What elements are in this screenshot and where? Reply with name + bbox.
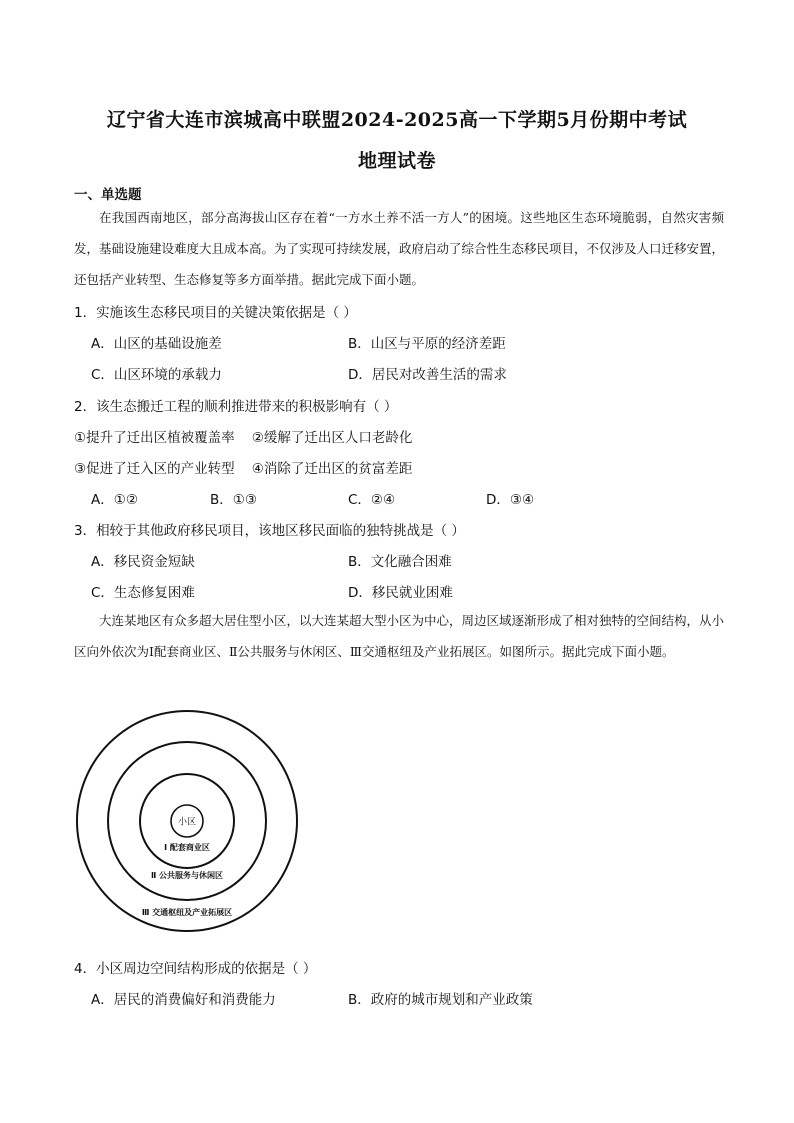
- question-4-option-a: A．居民的消费偏好和消费能力: [91, 992, 276, 1008]
- question-4-stem: 4．小区周边空间结构形成的依据是（ ）: [74, 961, 317, 977]
- question-2-statements-2: ③促进了迁入区的产业转型 ④消除了迁出区的贫富差距: [74, 461, 413, 477]
- question-2-option-b: B．①③: [210, 492, 257, 508]
- exam-subtitle: 地理试卷: [357, 150, 436, 172]
- question-1-option-d: D．居民对改善生活的需求: [348, 367, 507, 383]
- passage-1-text: 在我国西南地区，部分高海拔山区存在着“一方水土养不活一方人”的困境。这些地区生态环境脆弱，自然灾害频发，基础设施建设难度大且成本高。为了实现可持续发展，政府启动了综合性生态移民项目，不仅涉及人口迁移安置，还包括产业转型、生态修复等多方面举措。据此完成下面小题。: [74, 210, 725, 287]
- question-4-option-b: B．政府的城市规划和产业政策: [348, 992, 533, 1008]
- center-label: 小区: [177, 817, 197, 828]
- question-1-option-b: B．山区与平原的经济差距: [348, 336, 506, 352]
- zone-2-label: Ⅱ 公共服务与休闲区: [150, 871, 224, 880]
- question-3-option-a: A．移民资金短缺: [91, 554, 195, 570]
- question-2-statements-1: ①提升了迁出区植被覆盖率 ②缓解了迁出区人口老龄化: [74, 430, 413, 446]
- question-1-option-c: C．山区环境的承载力: [91, 367, 222, 383]
- concentric-zone-diagram: [74, 708, 300, 934]
- question-1-stem: 1．实施该生态移民项目的关键决策依据是（ ）: [74, 305, 357, 321]
- question-2-option-a: A．①②: [91, 492, 138, 508]
- question-2-stem: 2．该生态搬迁工程的顺利推进带来的积极影响有（ ）: [74, 399, 398, 415]
- question-3-option-d: D．移民就业困难: [348, 585, 453, 601]
- zone-3-label: Ⅲ 交通枢纽及产业拓展区: [141, 908, 233, 917]
- question-3-stem: 3．相较于其他政府移民项目，该地区移民面临的独特挑战是（ ）: [74, 523, 465, 539]
- zone-1-label: Ⅰ 配套商业区: [164, 843, 210, 852]
- passage-2-text: 大连某地区有众多超大居住型小区，以大连某超大型小区为中心，周边区域逐渐形成了相对独特的空间结构，从小区向外依次为Ⅰ配套商业区、Ⅱ公共服务与休闲区、Ⅲ交通枢纽及产业拓展区。如图所示。据此完成下面小题。: [74, 613, 725, 659]
- section-heading: 一、单选题: [74, 187, 142, 203]
- question-2-option-c: C．②④: [348, 492, 396, 508]
- question-2-option-d: D．③④: [486, 492, 535, 508]
- exam-title: 辽宁省大连市滨城高中联盟2024-2025高一下学期5月份期中考试: [106, 109, 688, 131]
- reading-passage-1: [74, 202, 724, 295]
- question-3-option-b: B．文化融合困难: [348, 554, 452, 570]
- reading-passage-2: [74, 605, 724, 667]
- question-1-option-a: A．山区的基础设施差: [91, 336, 222, 352]
- question-3-option-c: C．生态修复困难: [91, 585, 195, 601]
